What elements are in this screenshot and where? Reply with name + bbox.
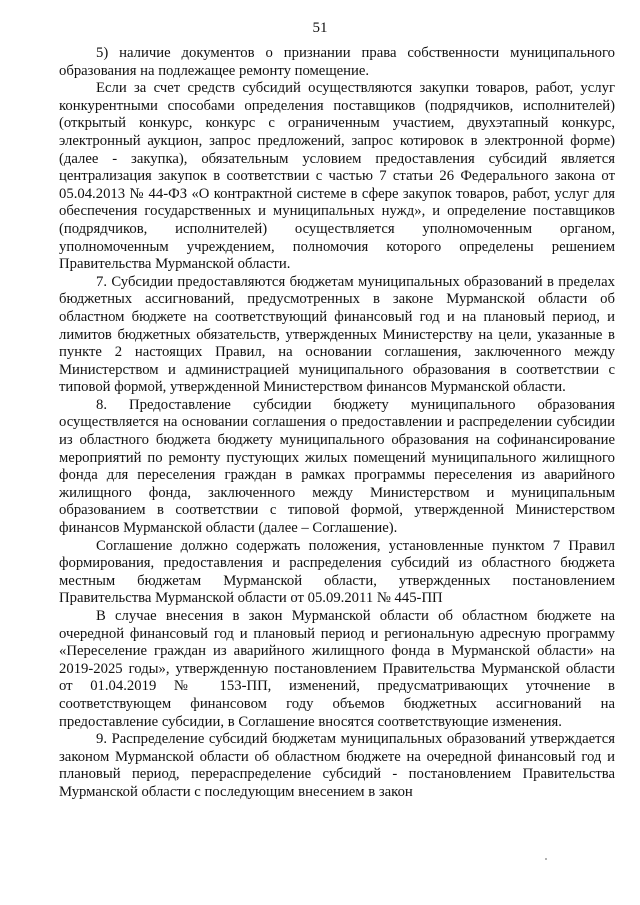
paragraph-7-subsidy-provision: 7. Субсидии предоставляются бюджетам муниципальных образований в пределах бюджетных ассигнований, предусмотренных в законе Мурманской области об областном бюджете на соответствующий финансовый год и на плановый период, и лимитов бюджетных обязательств, утвержденных Министерству на цели, указанные в пункте 2 настоящих Правил, на основании соглашения, заключенного между Министерством и администрацией муниципального образования в соответствии с типовой формой, утвержденной Министерством финансов Мурманской области. <box>59 273 615 396</box>
paragraph-agreement-contents: Соглашение должно содержать положения, установленные пунктом 7 Правил формирования, предоставления и распределения субсидий из областного бюджета местным бюджетам Мурманской области, утвержденных постановлением Правительства Мурманской области от 05.09.2011 № 445-ПП <box>59 537 615 607</box>
paragraph-ownership-documents: 5) наличие документов о признании права собственности муниципального образования на подлежащее ремонту помещение. <box>59 45 615 79</box>
paragraph-procurement-centralization: Если за счет средств субсидий осуществляются закупки товаров, работ, услуг конкурентными способами определения поставщиков (подрядчиков, исполнителей) (открытый конкурс, конкурс с ограниченным участием, двухэтапный конкурс, электронный аукцион, запрос предложений, запрос котировок в электронной форме) (далее - закупка), обязательным условием предоставления субсидий является централизация закупок в соответствии с частью 7 статьи 26 Федерального закона от 05.04.2013 № 44-ФЗ «О контрактной системе в сфере закупок товаров, работ, услуг для обеспечения государственных и муниципальных нужд», и определение поставщиков (подрядчиков, исполнителей) осуществляется уполномоченным органом, уполномоченным учреждением, полномочия которого определены решением Правительства Мурманской области. <box>59 80 615 273</box>
paragraph-8-subsidy-agreement: 8. Предоставление субсидии бюджету муниципального образования осуществляется на основании соглашения о предоставлении и распределении субсидии из областного бюджета бюджету муниципального образования на софинансирование мероприятий по ремонту пустующих жилых помещений муниципального жилищного фонда для переселения граждан в рамках программы переселения из аварийного жилищного фонда, заключенного между Министерством и муниципальным образованием в соответствии с типовой формой, утвержденной Министерством финансов Мурманской области (далее – Соглашение). <box>59 396 615 537</box>
document-body <box>59 45 615 802</box>
scan-speck <box>545 858 547 860</box>
paragraph-9-subsidy-distribution: 9. Распределение субсидий бюджетам муниципальных образований утверждается законом Мурманской области об областном бюджете на очередной финансовый год и плановый период, перераспределение субсидий - постановлением Правительства Мурманской области с последующим внесением в закон <box>59 731 615 800</box>
page-number: 51 <box>312 20 328 36</box>
paragraph-budget-amendments: В случае внесения в закон Мурманской области об областном бюджете на очередной финансовый год и плановый период и региональную адресную программу «Переселение граждан из аварийного жилищного фонда в Мурманской области» на 2019-2025 годы», утвержденную постановлением Правительства Мурманской области от 01.04.2019 № 153-ПП, изменений, предусматривающих уточнение в соответствующем финансовом году объемов бюджетных ассигнований на предоставление субсидии, в Соглашение вносятся соответствующие изменения. <box>59 608 615 730</box>
